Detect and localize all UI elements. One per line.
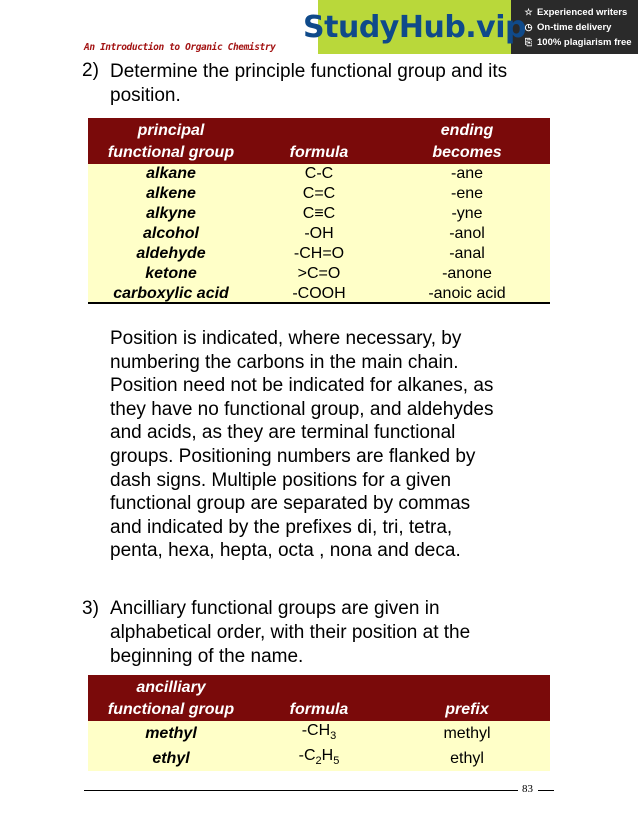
group-name: aldehyde [88, 244, 254, 264]
group-formula: C-C [254, 164, 384, 184]
studyhub-logo[interactable]: StudyHub.vip [318, 0, 511, 54]
badge-feature-label: Experienced writers [537, 6, 628, 18]
table-row [88, 746, 550, 771]
group-name: alcohol [88, 224, 254, 244]
table-row [88, 164, 550, 184]
badge-feature-label: 100% plagiarism free [537, 36, 632, 48]
group-ending: -ane [384, 164, 550, 184]
group-name: alkane [88, 164, 254, 184]
group-name: ketone [88, 264, 254, 284]
step-text: Determine the principle functional group and its position. [110, 61, 508, 106]
group-name: alkene [88, 184, 254, 204]
table-row [88, 264, 550, 284]
col-header-formula: formula [254, 675, 384, 721]
ancilliary-group-table [88, 675, 550, 771]
table-row [88, 284, 550, 304]
paragraph-line: groups. Positioning numbers are flanked by [110, 445, 476, 467]
group-ending: -anone [384, 264, 550, 284]
table-header-row [88, 118, 550, 164]
col-header-line: ending [440, 122, 494, 139]
col-header-line: becomes [432, 144, 502, 161]
formula-tail: H [321, 747, 334, 765]
badge-feature-label: On-time delivery [537, 21, 612, 33]
group-ending: -yne [384, 204, 550, 224]
col-header-prefix: prefix [384, 675, 550, 721]
star-icon: ☆ [524, 6, 533, 17]
paragraph-line: and acids, as they are terminal functional [110, 422, 456, 444]
col-header-group [88, 118, 254, 164]
formula-subscript: 3 [330, 730, 337, 743]
formula-base: -CH [301, 722, 331, 739]
group-name: alkyne [88, 204, 254, 224]
step-text-line: Ancilliary functional groups are given in [110, 598, 440, 619]
col-header-formula: formula [254, 118, 384, 164]
group-name: methyl [88, 721, 254, 746]
group-formula [254, 721, 384, 746]
paragraph-line: Position need not be indicated for alkanes, as [110, 375, 494, 397]
step-2 [82, 60, 558, 108]
badge-feature-list [511, 0, 638, 54]
group-name: ethyl [88, 746, 254, 771]
group-ending: -anal [384, 244, 550, 264]
group-prefix: methyl [384, 721, 550, 746]
table-row [88, 184, 550, 204]
step-text-line: alphabetical order, with their position at the [110, 622, 471, 643]
document-icon: ⎘ [524, 36, 533, 47]
col-header-line: functional group [107, 701, 235, 718]
paragraph-line: numbering the carbons in the main chain. [110, 351, 459, 373]
functional-group-table [88, 118, 550, 304]
paragraph-line: penta, hexa, hepta, octa , nona and deca. [110, 540, 461, 562]
clock-icon: ◷ [524, 21, 533, 32]
table-row [88, 721, 550, 746]
group-prefix: ethyl [384, 746, 550, 771]
paragraph-line: Position is indicated, where necessary, by [110, 328, 462, 349]
table-row [88, 204, 550, 224]
running-header: An Introduction to Organic Chemistry [84, 42, 276, 53]
group-formula: -CH=O [254, 244, 384, 264]
table-row [88, 244, 550, 264]
step-number: 2) [82, 60, 99, 81]
group-formula [254, 746, 384, 771]
col-header-line: principal [137, 122, 205, 139]
col-header-line: ancilliary [136, 679, 206, 696]
col-header-ending [384, 118, 550, 164]
group-formula: -COOH [254, 284, 384, 304]
formula-base: -C [298, 747, 316, 765]
group-formula: -OH [254, 224, 384, 244]
studyhub-badge[interactable] [303, 0, 638, 54]
page-number: 83 [522, 783, 533, 795]
badge-feature [523, 35, 638, 50]
group-ending: -anol [384, 224, 550, 244]
paragraph-line: functional group are separated by commas [110, 493, 471, 515]
step-number: 3) [82, 598, 99, 619]
footer-rule-end [538, 790, 554, 791]
group-formula: C=C [254, 184, 384, 204]
paragraph-line: and indicated by the prefixes di, tri, tetra, [110, 516, 453, 538]
step-3 [82, 597, 558, 669]
paragraph-line: dash signs. Multiple positions for a given [110, 469, 452, 491]
footer-rule [84, 790, 518, 791]
table-bottom-rule [88, 302, 550, 304]
formula-subscript: 2 [315, 755, 322, 768]
step-text-line: beginning of the name. [110, 646, 304, 667]
group-name: carboxylic acid [88, 284, 254, 304]
badge-feature [523, 20, 638, 35]
formula-subscript: 5 [333, 755, 340, 768]
table-header-row [88, 675, 550, 721]
badge-feature [523, 5, 638, 20]
col-header-line: functional group [107, 144, 235, 161]
group-formula: C≡C [254, 204, 384, 224]
table-row [88, 224, 550, 244]
step-text [110, 597, 558, 669]
group-ending: -anoic acid [384, 284, 550, 304]
group-formula: >C=O [254, 264, 384, 284]
col-header-group [88, 675, 254, 721]
paragraph-line: they have no functional group, and aldehydes [110, 398, 494, 420]
group-ending: -ene [384, 184, 550, 204]
position-paragraph [110, 327, 556, 563]
